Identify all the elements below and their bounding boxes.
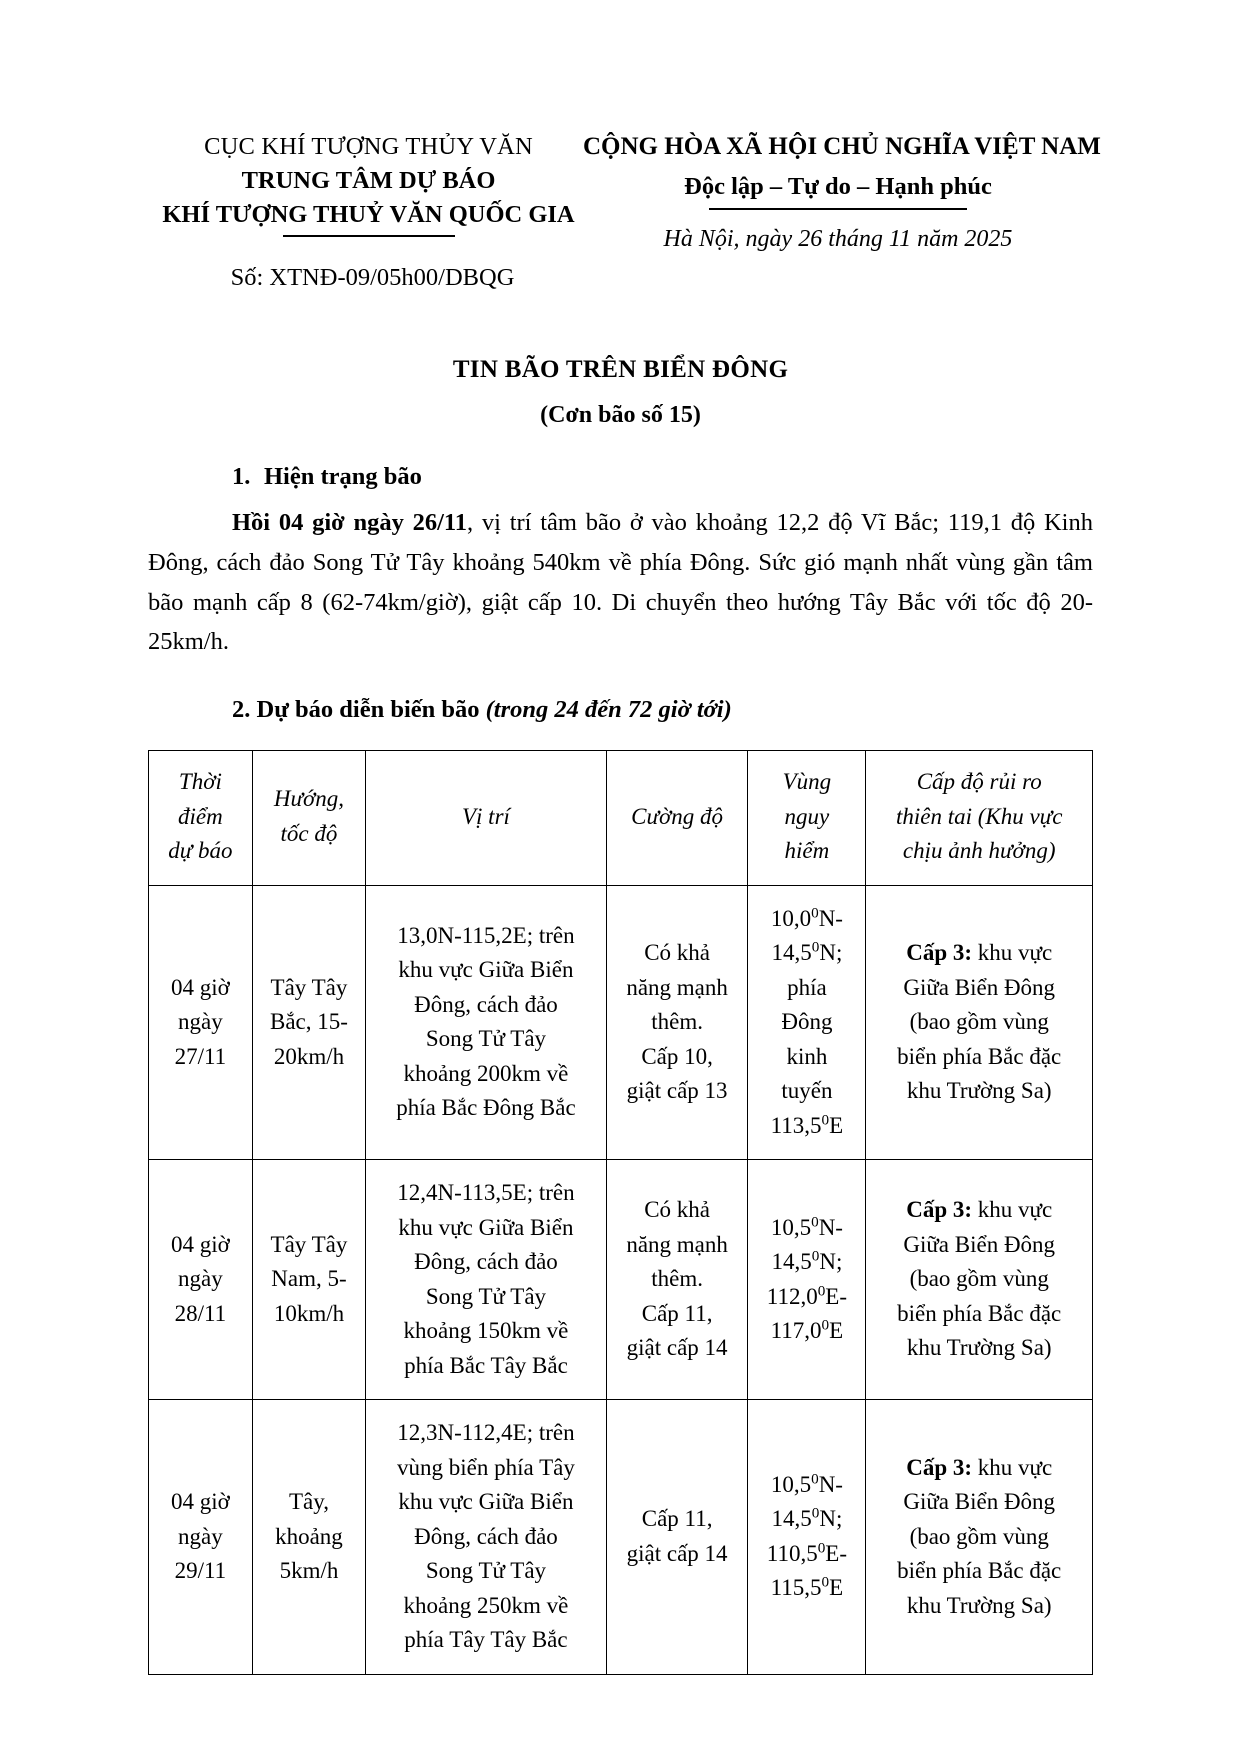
cell-intensity-line: giật cấp 14 [626, 1335, 728, 1361]
cell-intensity-line: giật cấp 13 [626, 1078, 728, 1104]
cell-position-line: khu vực Giữa Biển [398, 1214, 574, 1240]
national-heading-block [583, 130, 1101, 253]
cell-position [366, 885, 607, 1160]
cell-position-line: phía Tây Tây Bắc [404, 1627, 568, 1653]
country-name: CỘNG HÒA XÃ HỘI CHỦ NGHĨA VIỆT NAM [583, 133, 1101, 160]
cell-position-line: 12,4N-113,5E; trên [397, 1180, 575, 1206]
cell-intensity [606, 1160, 748, 1400]
section-1-heading [148, 463, 1093, 491]
cell-intensity-line: Cấp 10, [641, 1043, 713, 1069]
cell-danger-zone-line: 14,5$^0$N; [771, 1504, 843, 1532]
cell-risk-level-line: (bao gồm vùng [909, 1266, 1049, 1292]
cell-forecast-time-line: ngày [178, 1266, 223, 1292]
cell-forecast-time-line: ngày [178, 1523, 223, 1549]
cell-risk-level-line: Giữa Biển Đông [903, 1489, 1056, 1515]
table-header-row [149, 751, 1093, 886]
table-row [149, 1400, 1093, 1675]
cell-position [366, 1160, 607, 1400]
section-2-heading-note: (trong 24 đến 72 giờ tới) [485, 696, 732, 724]
cell-forecast-time-line: 28/11 [174, 1300, 227, 1326]
cell-intensity-line: Cấp 11, [641, 1300, 713, 1326]
column-header-line: nguy [784, 803, 830, 829]
cell-risk-level [866, 1160, 1093, 1400]
column-header-risk-level [866, 751, 1093, 886]
page-title: TIN BÃO TRÊN BIỂN ĐÔNG [452, 356, 789, 384]
cell-risk-level-line: biển phía Bắc đặc [897, 1043, 1062, 1069]
cell-risk-level-line: Giữa Biển Đông [903, 974, 1056, 1000]
risk-level-badge: Cấp 3: [906, 1454, 973, 1480]
section-1-number: 1. [232, 463, 251, 491]
section-1-paragraph [148, 503, 1093, 662]
section-1-heading-text: Hiện trạng bão [264, 463, 422, 491]
cell-danger-zone-line: phía [787, 974, 827, 1000]
motto-wrap [583, 165, 1093, 213]
cell-direction-speed-line: Tây Tây [270, 974, 348, 1000]
cell-risk-level-line: Cấp 3: khu vực [906, 1454, 1053, 1480]
cell-risk-level-line: khu Trường Sa) [906, 1335, 1052, 1361]
column-header-direction [252, 751, 365, 886]
cell-intensity-line: năng mạnh [626, 1231, 728, 1257]
agency-name-line1: CỤC KHÍ TƯỢNG THỦY VĂN [204, 133, 533, 160]
risk-level-badge: Cấp 3: [906, 940, 973, 966]
agency-name-line3-wrap [154, 198, 583, 241]
column-header-line: Vị trí [461, 803, 510, 829]
cell-forecast-time [149, 1400, 253, 1675]
national-motto [684, 170, 992, 213]
cell-intensity-line: Cấp 11, [641, 1506, 713, 1532]
column-header-danger-zone [748, 751, 866, 886]
cell-forecast-time-line: 04 giờ [171, 974, 230, 1000]
cell-forecast-time-line: 27/11 [174, 1043, 227, 1069]
cell-risk-level-line: khu Trường Sa) [906, 1078, 1052, 1104]
table-row [149, 1160, 1093, 1400]
cell-danger-zone-line: 113,5$^0$E [770, 1110, 844, 1138]
page-subtitle: (Cơn bão số 15) [540, 402, 701, 429]
cell-danger-zone-line: 14,5$^0$N; [771, 938, 843, 966]
forecast-table [148, 750, 1093, 1675]
cell-position-line: Đông, cách đảo [414, 1523, 558, 1549]
cell-forecast-time [149, 1160, 253, 1400]
cell-position-line: phía Bắc Tây Bắc [404, 1352, 568, 1378]
column-header-line: dự báo [168, 838, 233, 864]
forecast-table-head [149, 751, 1093, 886]
agency-name-line3-text: KHÍ TƯỢNG THUỶ VĂN QUỐC GIA [162, 200, 575, 228]
cell-risk-level-line: khu Trường Sa) [906, 1592, 1052, 1618]
cell-intensity-line: thêm. [651, 1009, 703, 1035]
cell-risk-level-line: Cấp 3: khu vực [906, 940, 1053, 966]
cell-danger-zone-line: 117,0$^0$E [770, 1316, 844, 1344]
cell-direction-speed [252, 1160, 365, 1400]
cell-position-line: Đông, cách đảo [414, 991, 558, 1017]
column-header-line: hiểm [784, 838, 830, 864]
cell-direction-speed-line: Bắc, 15- [270, 1009, 348, 1035]
observation-time: Hồi 04 giờ ngày 26/11 [232, 509, 468, 537]
cell-position-line: khoảng 250km về [403, 1592, 569, 1618]
cell-intensity [606, 885, 748, 1160]
national-motto-text: Độc lập – Tự do – Hạnh phúc [684, 172, 992, 200]
cell-position-line: khoảng 150km về [403, 1318, 569, 1344]
cell-direction-speed-line: 5km/h [279, 1558, 339, 1584]
cell-intensity-line: Có khả [644, 1197, 711, 1223]
observation-body: , vị trí tâm bão ở vào khoảng 12,2 độ Vĩ Bắc; 119,1 độ Kinh Đông, cách đảo Song Tử Tây khoảng 540km về phía Đông. Sức gió mạnh nhất vùng gần tâm bão mạnh cấp 8 (62-74km/giờ), giật cấp 10. Di chuyển theo hướng Tây Bắc với tốc độ 20-25km/h. [148, 509, 1093, 656]
forecast-table-body [149, 885, 1093, 1674]
agency-name-line2: TRUNG TÂM DỰ BÁO [241, 166, 496, 194]
cell-intensity-line: Có khả [644, 940, 711, 966]
risk-level-badge: Cấp 3: [906, 1197, 973, 1223]
cell-direction-speed-line: Tây, [288, 1489, 329, 1515]
cell-position-line: Song Tử Tây [425, 1026, 547, 1052]
cell-danger-zone-line: 10,5$^0$N- [770, 1212, 843, 1240]
agency-name-line3 [162, 198, 574, 241]
cell-direction-speed-line: Nam, 5- [271, 1266, 347, 1292]
column-header-line: Cường độ [631, 803, 724, 829]
cell-forecast-time-line: 29/11 [174, 1558, 227, 1584]
cell-intensity-line: thêm. [651, 1266, 703, 1292]
column-header-position [366, 751, 607, 886]
column-header-line: Vùng [782, 769, 832, 795]
cell-risk-level-line: biển phía Bắc đặc [897, 1558, 1062, 1584]
cell-direction-speed-line: khoảng [275, 1523, 343, 1549]
cell-direction-speed-line: Tây Tây [270, 1231, 348, 1257]
cell-danger-zone-line: 112,0$^0$E- [766, 1281, 848, 1309]
cell-intensity-line: giật cấp 14 [626, 1540, 728, 1566]
column-header-line: Thời [178, 769, 222, 795]
cell-danger-zone-line: kinh [786, 1043, 828, 1069]
cell-position-line: Song Tử Tây [425, 1283, 547, 1309]
section-2-heading [148, 696, 1093, 724]
document-number: Số: XTNĐ-09/05h00/DBQG [230, 264, 515, 292]
issuing-authority-block [148, 130, 583, 292]
cell-position-line: 13,0N-115,2E; trên [397, 922, 575, 948]
cell-risk-level [866, 885, 1093, 1160]
table-row [149, 885, 1093, 1160]
column-header-line: thiên tai (Khu vực [895, 803, 1063, 829]
cell-danger-zone-line: tuyến [781, 1078, 833, 1104]
cell-danger-zone-line: 14,5$^0$N; [771, 1247, 843, 1275]
cell-direction-speed-line: 20km/h [273, 1043, 345, 1069]
cell-risk-level-line: (bao gồm vùng [909, 1523, 1049, 1549]
cell-danger-zone [748, 1400, 866, 1675]
column-header-line: tốc độ [280, 820, 338, 846]
cell-danger-zone-line: 10,5$^0$N- [770, 1470, 843, 1497]
cell-position-line: 12,3N-112,4E; trên [397, 1420, 575, 1446]
letterhead [148, 130, 1101, 292]
cell-forecast-time [149, 885, 253, 1160]
cell-danger-zone-line: 110,5$^0$E- [766, 1539, 848, 1566]
cell-danger-zone-line: Đông [781, 1009, 833, 1035]
cell-forecast-time-line: 04 giờ [171, 1231, 230, 1257]
cell-risk-level [866, 1400, 1093, 1675]
column-header-line: Cấp độ rủi ro [916, 769, 1042, 795]
cell-position-line: khu vực Giữa Biển [398, 957, 574, 983]
cell-risk-level-line: biển phía Bắc đặc [897, 1300, 1062, 1326]
place-and-date: Hà Nội, ngày 26 tháng 11 năm 2025 [663, 225, 1013, 252]
column-header-line: điểm [178, 803, 223, 829]
column-header-line: Hướng, [273, 786, 345, 812]
column-header-time [149, 751, 253, 886]
section-2-heading-text: 2. Dự báo diễn biến bão [232, 696, 486, 724]
cell-direction-speed [252, 885, 365, 1160]
cell-intensity-line: năng mạnh [626, 974, 728, 1000]
cell-position-line: khoảng 200km về [403, 1060, 569, 1086]
cell-position-line: Song Tử Tây [425, 1558, 547, 1584]
header-underline-left [283, 235, 455, 237]
header-underline-right [709, 208, 967, 210]
cell-danger-zone-line: 115,5$^0$E [770, 1573, 844, 1601]
cell-risk-level-line: Giữa Biển Đông [903, 1231, 1056, 1257]
cell-position-line: khu vực Giữa Biển [398, 1489, 574, 1515]
column-header-intensity [606, 751, 748, 886]
cell-forecast-time-line: ngày [178, 1009, 223, 1035]
cell-position-line: vùng biển phía Tây [397, 1454, 575, 1480]
cell-risk-level-line: (bao gồm vùng [909, 1009, 1049, 1035]
cell-danger-zone-line: 10,0$^0$N- [770, 903, 843, 931]
cell-direction-speed [252, 1400, 365, 1675]
cell-position-line: Đông, cách đảo [414, 1249, 558, 1275]
cell-intensity [606, 1400, 748, 1675]
cell-risk-level-line: Cấp 3: khu vực [906, 1197, 1053, 1223]
cell-forecast-time-line: 04 giờ [171, 1489, 230, 1515]
cell-position-line: phía Bắc Đông Bắc [396, 1095, 576, 1121]
cell-direction-speed-line: 10km/h [273, 1300, 345, 1326]
cell-position [366, 1400, 607, 1675]
cell-danger-zone [748, 1160, 866, 1400]
cell-danger-zone [748, 885, 866, 1160]
column-header-line: chịu ảnh hưởng) [902, 838, 1056, 864]
